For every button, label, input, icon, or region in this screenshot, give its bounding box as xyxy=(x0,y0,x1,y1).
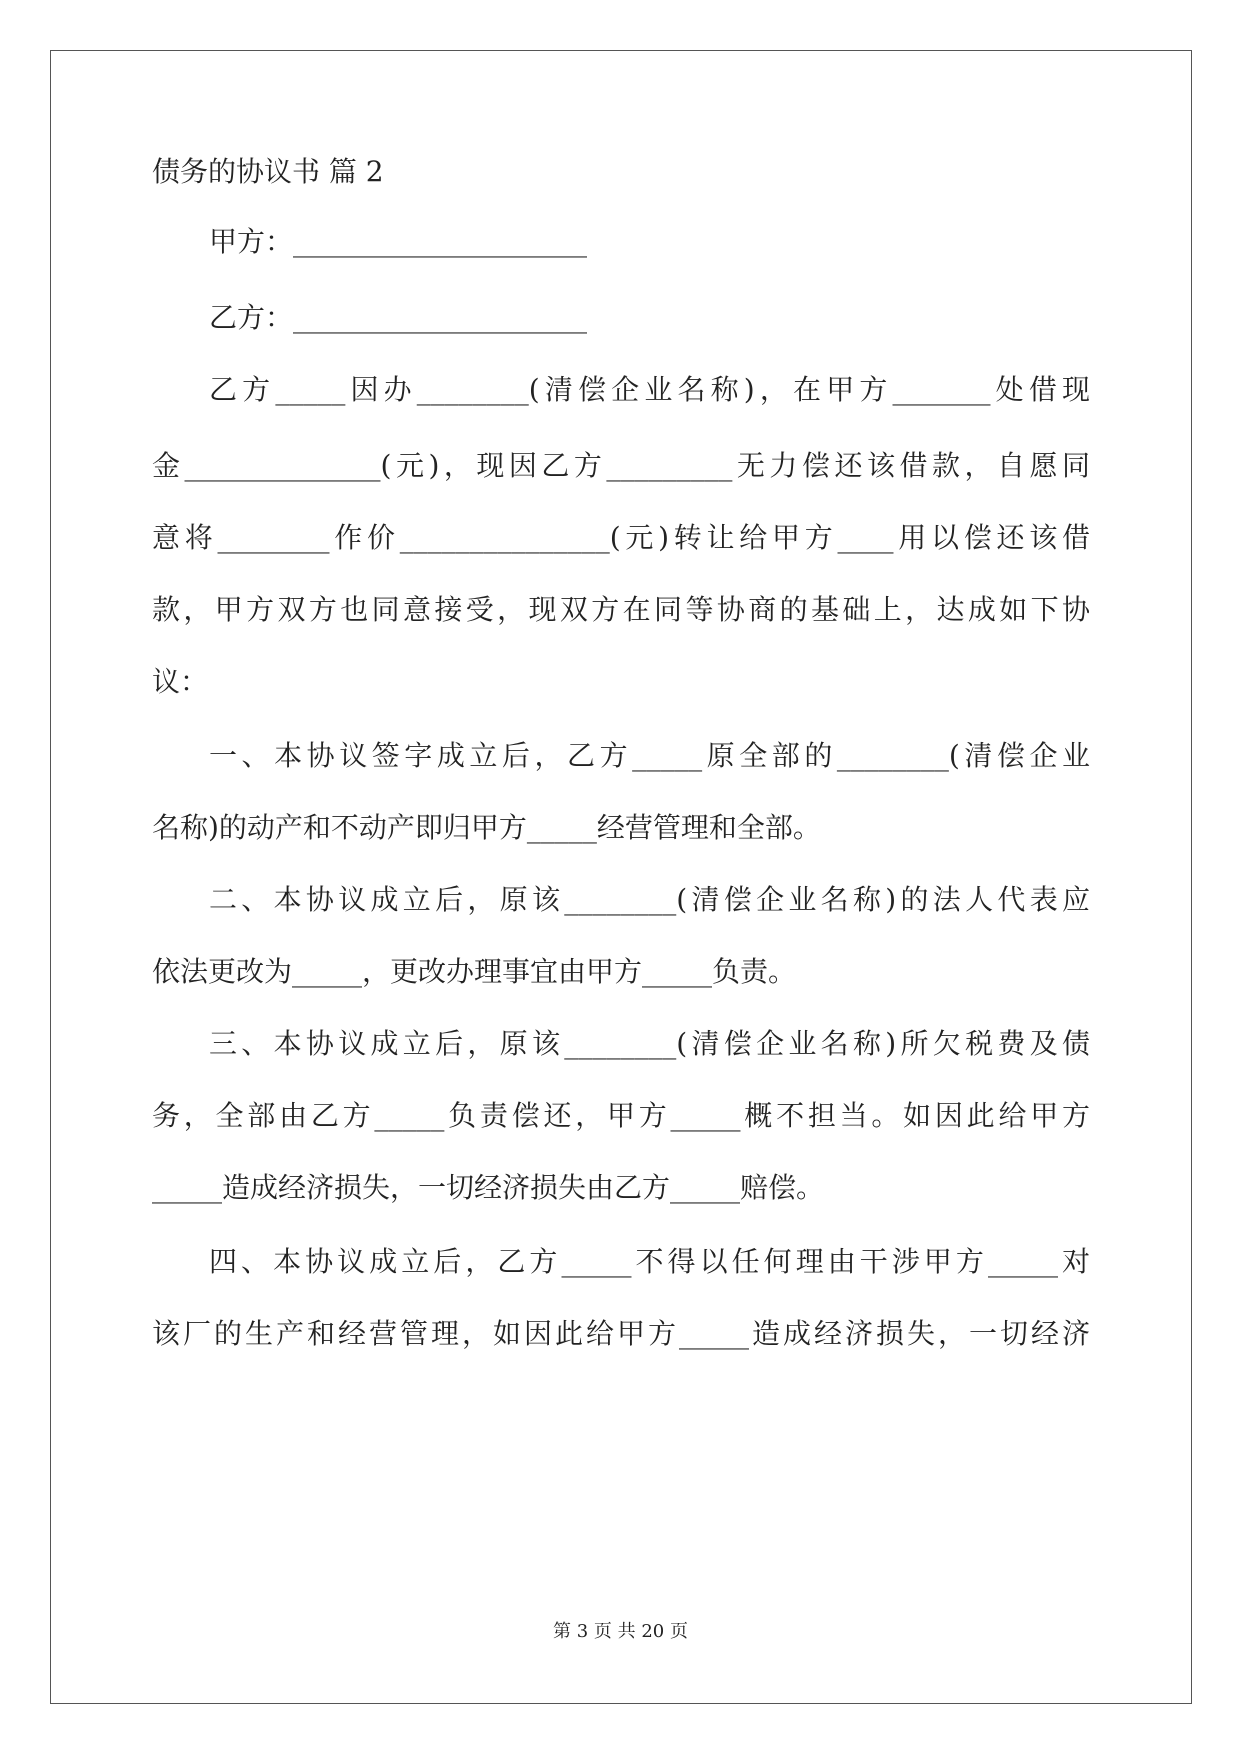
paragraph-line: 一、本协议签字成立后，乙方_____原全部的________(清偿企业 xyxy=(209,739,1090,772)
paragraph-line: 务，全部由乙方_____负责偿还，甲方_____概不担当。如因此给甲方 xyxy=(152,1099,1090,1132)
page-footer: 第 3 页 共 20 页 xyxy=(553,1621,688,1642)
paragraph-line: 四、本协议成立后，乙方_____不得以任何理由干涉甲方_____对 xyxy=(209,1245,1090,1278)
document-title: 债务的协议书 篇 2 xyxy=(152,155,384,188)
paragraph-line: 该厂的生产和经营管理，如因此给甲方_____造成经济损失，一切经济 xyxy=(152,1317,1090,1350)
paragraph-line: 依法更改为_____，更改办理事宜由甲方_____负责。 xyxy=(152,955,797,988)
paragraph-line: 乙方_____因办________(清偿企业名称)，在甲方_______处借现 xyxy=(209,373,1090,406)
paragraph-line: 金______________(元)，现因乙方_________无力偿还该借款，自愿同 xyxy=(152,449,1090,482)
paragraph-line: 名称)的动产和不动产即归甲方_____经营管理和全部。 xyxy=(152,811,821,844)
paragraph-line: _____造成经济损失，一切经济损失由乙方_____赔偿。 xyxy=(152,1171,825,1204)
party-b-line: 乙方：_____________________ xyxy=(209,301,588,334)
paragraph-line: 款，甲方双方也同意接受，现双方在同等协商的基础上，达成如下协 xyxy=(152,593,1090,626)
paragraph-line: 意将________作价_______________(元)转让给甲方____用以偿还该借 xyxy=(152,521,1090,554)
paragraph-line: 三、本协议成立后，原该________(清偿企业名称)所欠税费及债 xyxy=(209,1027,1090,1060)
paragraph-line: 二、本协议成立后，原该________(清偿企业名称)的法人代表应 xyxy=(209,883,1090,916)
party-a-line: 甲方：_____________________ xyxy=(209,225,588,258)
paragraph-line: 议： xyxy=(152,665,209,698)
